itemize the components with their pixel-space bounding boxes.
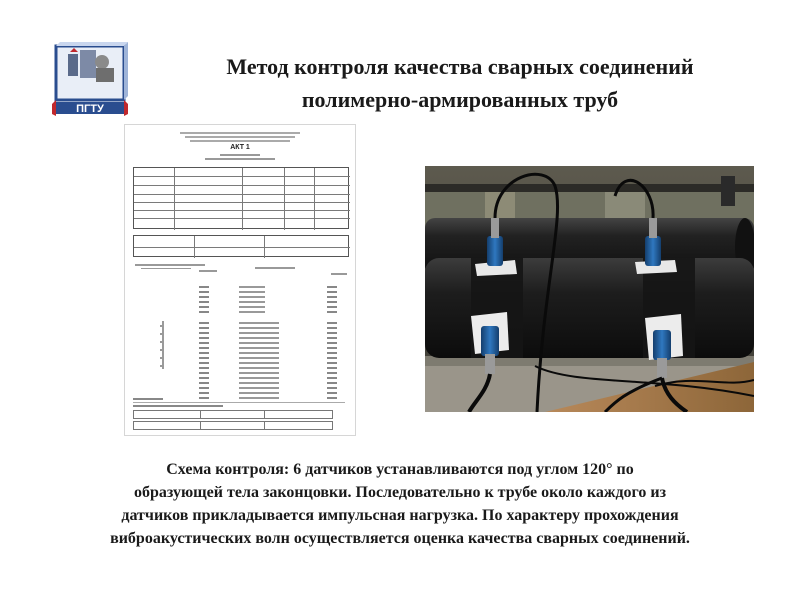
- university-logo: [50, 42, 130, 116]
- slide-title: [140, 50, 780, 116]
- document-subheading: [125, 153, 355, 162]
- document-header-text: [125, 131, 355, 144]
- method-description: [40, 458, 760, 550]
- svg-text:ПГТУ: ПГТУ: [76, 103, 104, 115]
- document-pipe-schematic: [159, 321, 167, 369]
- caption-line-3: датчиков прикладывается импульсная нагрузка. По характеру прохождения: [121, 507, 679, 524]
- document-heading: АКТ 1: [230, 144, 250, 151]
- caption-line-2: образующей тела законцовки. Последовательно к трубе около каждого из: [133, 484, 667, 501]
- title-line-2: полимерно-армированных труб: [301, 87, 619, 112]
- document-method-table: [133, 235, 349, 257]
- document-conclusion: [133, 397, 349, 433]
- inspection-act-document: [124, 124, 356, 436]
- title-line-1: Метод контроля качества сварных соединений: [226, 54, 694, 79]
- caption-line-1: Схема контроля: 6 датчиков устанавливаются под углом 120° по: [166, 461, 634, 478]
- document-form-table: [133, 167, 349, 229]
- document-results-header: [135, 263, 349, 279]
- pipe-sensor-photo: [425, 166, 754, 412]
- caption-line-4: виброакустических волн осуществляется оценка качества сварных соединений.: [110, 530, 690, 547]
